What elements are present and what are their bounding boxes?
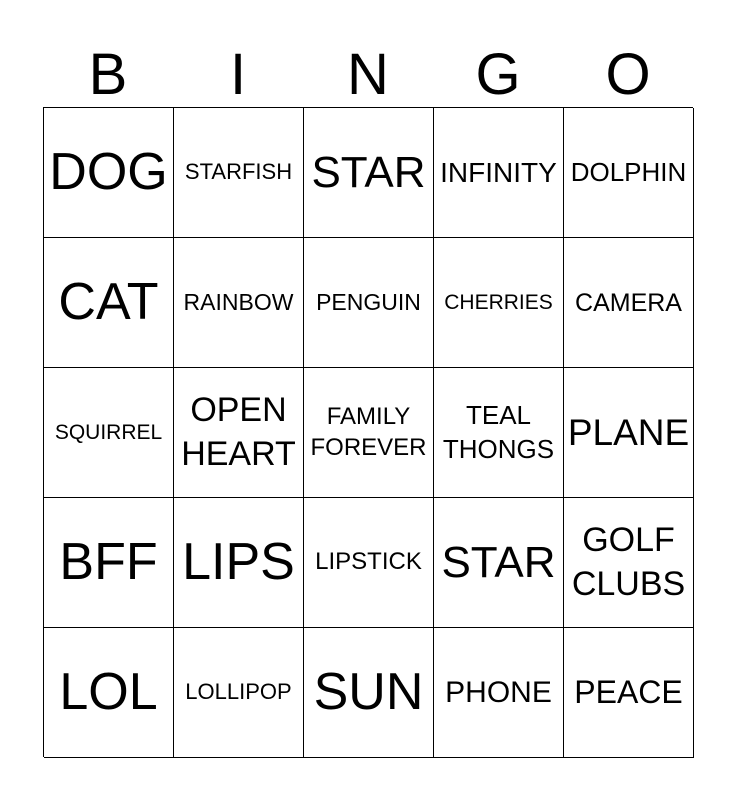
bingo-cell[interactable] xyxy=(304,238,434,368)
bingo-cell[interactable] xyxy=(434,238,564,368)
bingo-cell[interactable] xyxy=(304,628,434,758)
bingo-cell[interactable] xyxy=(44,238,174,368)
cell-label: PLANE xyxy=(567,411,690,453)
bingo-cell[interactable] xyxy=(304,368,434,498)
bingo-cell[interactable] xyxy=(44,368,174,498)
bingo-cell[interactable] xyxy=(564,628,694,758)
cell-label: CAMERA xyxy=(575,288,682,317)
bingo-cell[interactable] xyxy=(174,238,304,368)
bingo-cell[interactable] xyxy=(174,108,304,238)
cell-label: FAMILY FOREVER xyxy=(310,402,427,461)
bingo-cell[interactable] xyxy=(564,368,694,498)
cell-label: LIPSTICK xyxy=(315,548,422,576)
cell-label: STAR xyxy=(311,147,426,197)
bingo-cell[interactable] xyxy=(174,498,304,628)
bingo-board xyxy=(43,107,693,757)
cell-label: GOLF CLUBS xyxy=(571,520,686,603)
cell-label: DOLPHIN xyxy=(570,156,687,187)
bingo-cell[interactable] xyxy=(44,628,174,758)
cell-label: OPEN HEART xyxy=(181,390,296,473)
cell-label: SQUIRREL xyxy=(54,420,163,444)
cell-label: STAR xyxy=(441,537,556,587)
cell-label: CAT xyxy=(58,273,159,332)
header-letter-g: G xyxy=(475,42,521,107)
bingo-cell[interactable] xyxy=(434,628,564,758)
bingo-cell[interactable] xyxy=(174,368,304,498)
bingo-cell[interactable] xyxy=(564,238,694,368)
bingo-cell[interactable] xyxy=(564,108,694,238)
cell-label: INFINITY xyxy=(440,156,557,188)
cell-label: RAINBOW xyxy=(183,288,294,315)
header-letter-i: I xyxy=(229,42,247,107)
cell-label: LOL xyxy=(59,663,158,722)
header-letter-b: B xyxy=(88,42,128,107)
cell-label: SUN xyxy=(313,663,424,722)
bingo-cell[interactable] xyxy=(304,108,434,238)
cell-label: LIPS xyxy=(182,533,295,592)
bingo-cell[interactable] xyxy=(174,628,304,758)
bingo-cell[interactable] xyxy=(434,498,564,628)
cell-label: PHONE xyxy=(445,675,552,709)
bingo-header xyxy=(43,42,693,108)
bingo-cell[interactable] xyxy=(44,108,174,238)
bingo-cell[interactable] xyxy=(44,498,174,628)
cell-label: STARFISH xyxy=(184,159,293,185)
bingo-cell[interactable] xyxy=(434,368,564,498)
bingo-cell[interactable] xyxy=(434,108,564,238)
cell-label: BFF xyxy=(59,533,158,592)
header-letter-n: N xyxy=(347,42,389,107)
cell-label: PEACE xyxy=(574,674,683,711)
bingo-cell[interactable] xyxy=(304,498,434,628)
cell-label: TEAL THONGS xyxy=(442,400,555,464)
cell-label: PENGUIN xyxy=(316,288,421,315)
cell-label: DOG xyxy=(49,143,168,202)
header-letter-o: O xyxy=(605,42,651,107)
bingo-cell[interactable] xyxy=(564,498,694,628)
cell-label: CHERRIES xyxy=(444,290,553,314)
cell-label: LOLLIPOP xyxy=(185,679,292,705)
